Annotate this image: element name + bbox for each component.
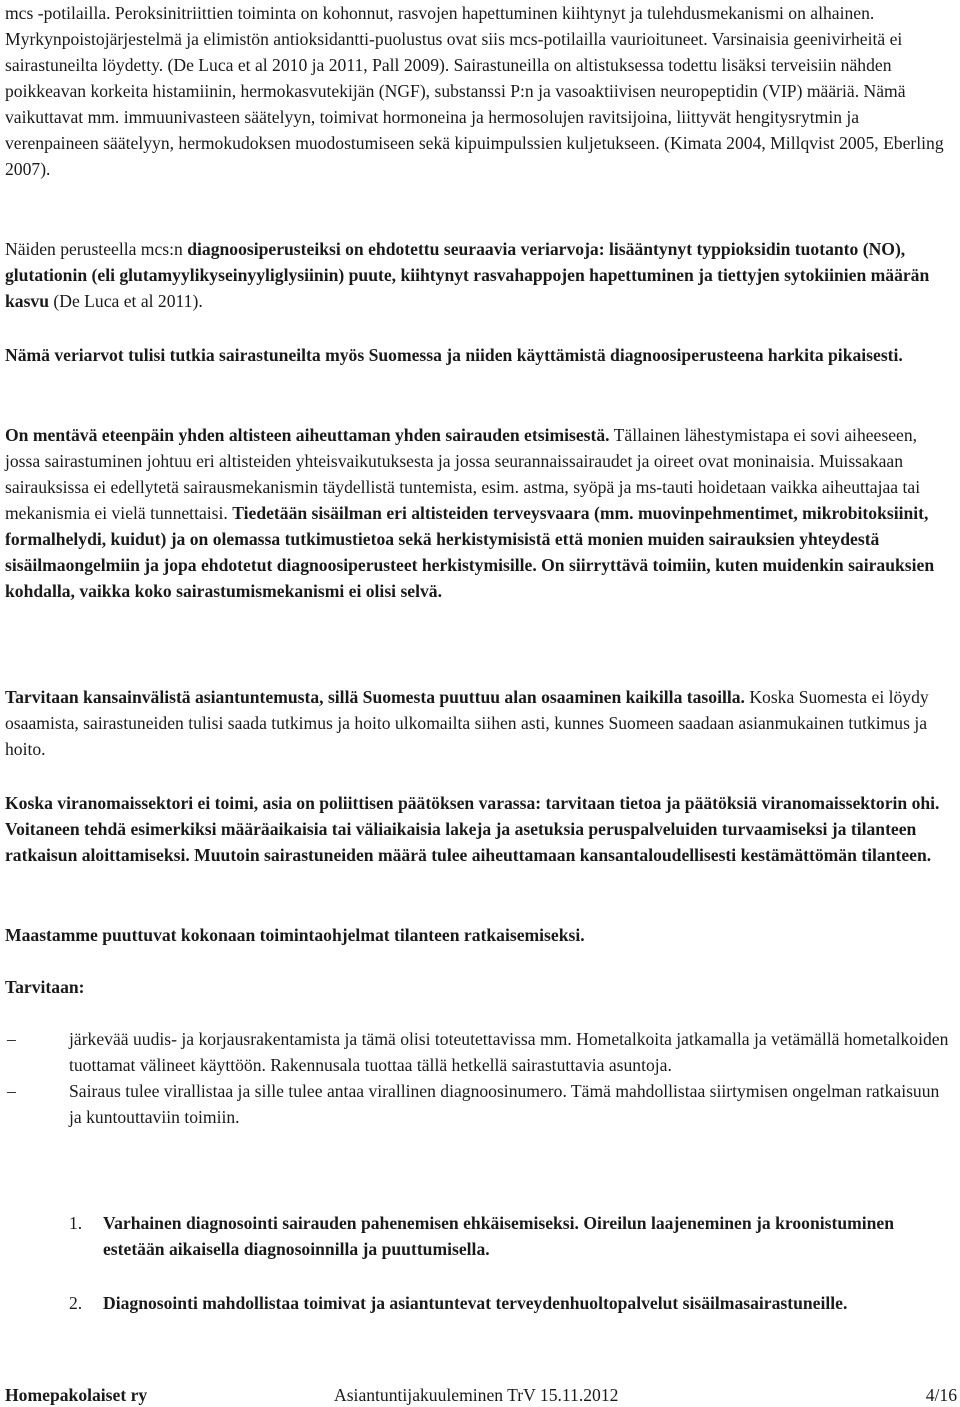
paragraph-2-citation: (De Luca et al 2011). — [49, 291, 203, 311]
numbered-item-text: Varhainen diagnosointi sairauden pahenemisen ehkäisemiseksi. Oireilun laajeneminen ja kroonistuminen estetään aikaisella diagnosoinnilla ja puuttumisella. — [103, 1213, 895, 1259]
paragraph-3-text: Nämä veriarvot tulisi tutkia sairastuneilta myös Suomessa ja niiden käyttämistä diagnoosiperusteena harkita pikaisesti. — [5, 345, 903, 365]
numbered-item-2 — [5, 1290, 953, 1316]
dash-bullet: – — [7, 1029, 16, 1049]
paragraph-7-text: Maastamme puuttuvat kokonaan toimintaohjelmat tilanteen ratkaisemiseksi. — [5, 925, 585, 945]
numbered-item-text: Diagnosointi mahdollistaa toimivat ja asiantuntevat terveydenhuoltopalvelut sisäilmasairastuneille. — [103, 1293, 848, 1313]
paragraph-5-text: Koska Suomesta ei löydy osaamista, sairastuneiden tulisi saada tutkimus ja hoito ulkomailta siihen asti, kunnes Suomeen saadaan asianmukainen tutkimus ja hoito. — [5, 687, 929, 759]
numbered-item-1 — [5, 1210, 953, 1262]
footer-event: Asiantuntijakuuleminen TrV 15.11.2012 — [334, 1385, 619, 1405]
paragraph-2-bold: diagnoosiperusteiksi on ehdotettu seuraavia veriarvoja: lisääntynyt typpioksidin tuotanto (NO), glutationin (eli glutamyylikyseinyyliglysiinin) puute, kiihtynyt rasvahappojen hapettuminen ja tiettyjen sytokiinien määrän kasvu — [5, 239, 930, 311]
paragraph-5 — [5, 684, 953, 762]
paragraph-1 — [5, 0, 953, 182]
footer-organization: Homepakolaiset ry — [5, 1385, 148, 1405]
list-item-text: Sairaus tulee virallistaa ja sille tulee antaa virallinen diagnoosinumero. Tämä mahdollistaa siirtymisen ongelman ratkaisuun ja kuntouttaviin toimiin. — [69, 1081, 940, 1127]
paragraph-4-bold: Tiedetään sisäilman eri altisteiden terveysvaara (mm. muovinpehmentimet, mikrobitoksiinit, formalhelydi, kuidut) ja on olemassa tutkimustietoa sekä herkistymisistä että monien muiden sairauksien yhteydestä sisäilmaongelmiin ja jopa ehdotetut diagnoosiperusteet herkistymisille. On siirryttävä toimiin, kuten muidenkin sairauksien kohdalla, vaikka koko sairastumismekanismi ei olisi selvä. — [5, 503, 935, 601]
list-item — [5, 1078, 953, 1130]
paragraph-4-heading: On mentävä eteenpäin yhden altisteen aiheuttaman yhden sairauden etsimisestä. — [5, 425, 610, 445]
paragraph-6 — [5, 790, 953, 868]
list-item — [5, 1026, 953, 1078]
paragraph-4 — [5, 422, 953, 604]
list-item-text: järkevää uudis- ja korjausrakentamista ja tämä olisi toteutettavissa mm. Hometalkoita jatkamalla ja vetämällä hometalkoiden tuottamat välineet käyttöön. Rakennusala tuottaa tällä hetkellä sairastuttavia asuntoja. — [69, 1029, 949, 1075]
paragraph-4-text: Tällainen lähestymistapa ei sovi aiheeseen, jossa sairastuminen johtuu eri altisteiden yhteisvaikutuksesta ja jossa seurannaissairaudet ja oireet ovat moninaisia. Muissakaan sairauksissa ei edellytetä sairausmekanismin täydellistä tuntemista, esim. astma, syöpä ja ms-tauti hoidetaan vaikka aiheuttajaa tai mekanismia ei vielä tunnettaisi. — [5, 425, 921, 523]
paragraph-6-text: Koska viranomaissektori ei toimi, asia on poliittisen päätöksen varassa: tarvitaan tietoa ja päätöksiä viranomaissektorin ohi. Voitaneen tehdä esimerkiksi määräaikaisia tai väliaikaisia lakeja ja asetuksia peruspalveluiden turvaamiseksi ja tilanteen ratkaisun aloittamiseksi. Muutoin sairastuneiden määrä tulee aiheuttamaan kansantaloudellisesti kestämättömän tilanteen. — [5, 793, 940, 865]
paragraph-3 — [5, 342, 953, 368]
item-number: 1. — [69, 1213, 83, 1233]
dash-bullet: – — [7, 1081, 16, 1101]
paragraph-5-bold: Tarvitaan kansainvälistä asiantuntemusta, sillä Suomesta puuttuu alan osaaminen kaikilla tasoilla. — [5, 687, 745, 707]
paragraph-8 — [5, 974, 953, 1000]
paragraph-2-lead: Näiden perusteella mcs:n — [5, 239, 188, 259]
dash-list — [5, 1026, 953, 1130]
footer-page-number: 4/16 — [925, 1385, 957, 1405]
paragraph-2 — [5, 236, 953, 314]
paragraph-1-text: mcs -potilailla. Peroksinitriittien toiminta on kohonnut, rasvojen hapettuminen kiihtynyt ja tulehdusmekanismi on alhainen. Myrkynpoistojärjestelmä ja elimistön antioksidantti-puolustus ovat siis mcs-potilailla vaurioituneet. Varsinaisia geenivirheitä ei sairastuneilta löydetty. (De Luca et al 2010 ja 2011, Pall 2009). Sairastuneilla on altistuksessa todettu lisäksi terveisiin nähden poikkeavan korkeita histamiinin, hermokasvutekijän (NGF), substanssi P:n ja vasoaktiivisen neuropeptidin (VIP) määriä. Nämä vaikuttavat mm. immuunivasteen säätelyyn, toimivat hormoneina ja hermosolujen ravitsijoina, liittyvät hengitysrytmin ja verenpaineen säätelyyn, hermokudoksen muodostumiseen sekä kipuimpulssien kuljetukseen. (Kimata 2004, Millqvist 2005, Eberling 2007). — [5, 3, 944, 179]
tarvitaan-heading: Tarvitaan: — [5, 977, 85, 997]
item-number: 2. — [69, 1293, 83, 1313]
paragraph-7 — [5, 922, 953, 948]
